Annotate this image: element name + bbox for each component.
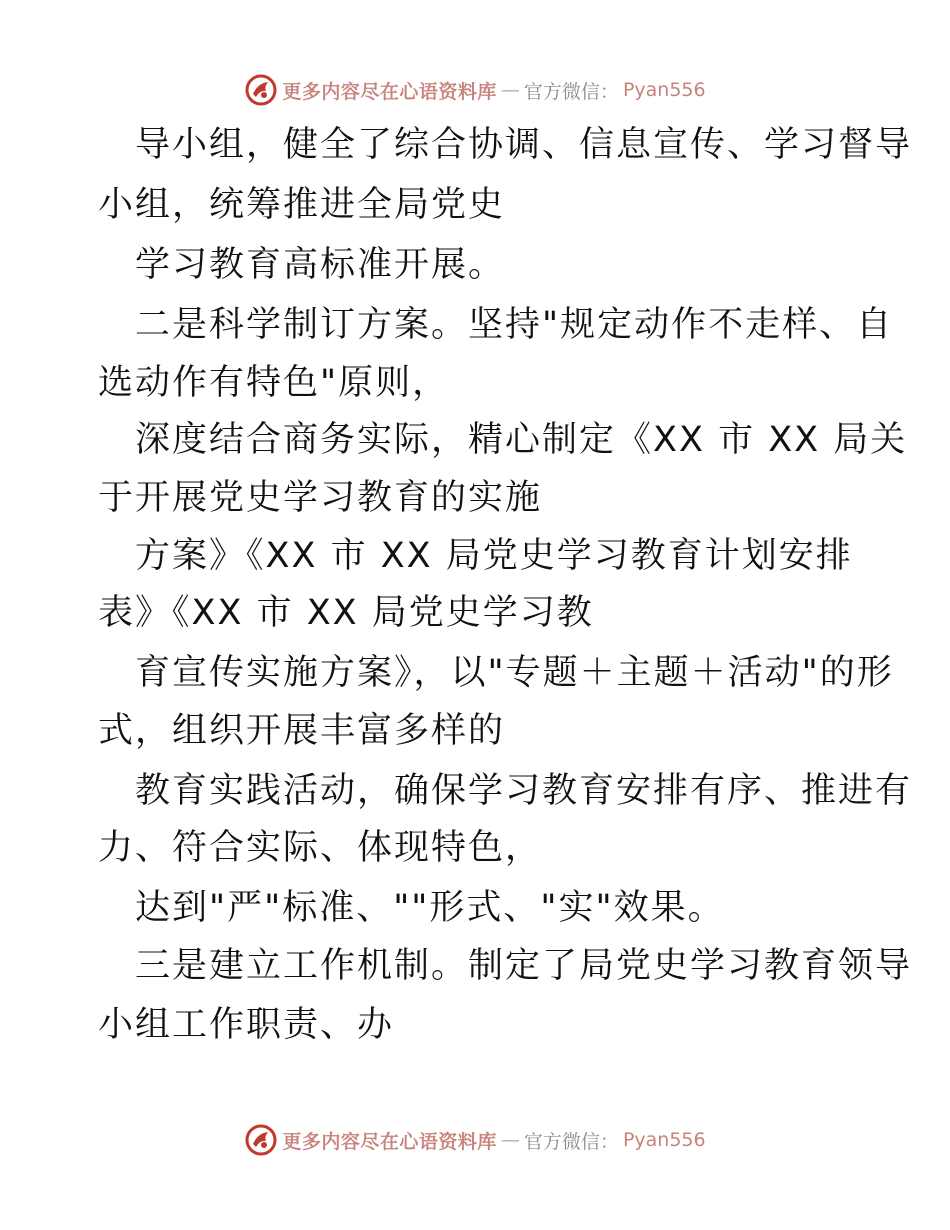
text-line: 表》《XX 市 XX 局党史学习教 [98,593,594,633]
text-line: 深度结合商务实际，精心制定《XX 市 XX 局关 [135,420,908,460]
text-line: 学习教育高标准开展。 [135,245,506,285]
text-line: 教育实践活动，确保学习教育安排有序、推进有 [135,771,913,811]
text-line: 小组，统筹推进全局党史 [98,185,506,225]
text-line: 力、符合实际、体现特色， [98,828,543,868]
text-line: 二是科学制订方案。坚持"规定动作不走样、自 [135,305,894,345]
footer-banner [0,1120,950,1160]
banner-dash: — [500,79,520,101]
text-line: 选动作有特色"原则， [98,363,450,403]
text-line: 达到"严"标准、""形式、"实"效果。 [135,888,725,928]
text-line: 式，组织开展丰富多样的 [98,711,506,751]
banner-wechat-id: Pyan556 [622,1129,706,1151]
text-line: 育宣传实施方案》，以"专题＋主题＋活动"的形 [135,653,894,693]
banner-wechat-id: Pyan556 [622,79,706,101]
banner-dash: — [500,1129,520,1151]
header-banner [0,70,950,110]
brush-logo-icon [244,73,278,107]
banner-slogan: 更多内容尽在心语资料库 [282,1130,497,1153]
brush-logo-icon [244,1123,278,1157]
banner-slogan: 更多内容尽在心语资料库 [282,80,497,103]
text-line: 三是建立工作机制。制定了局党史学习教育领导 [135,946,913,986]
text-line: 方案》《XX 市 XX 局党史学习教育计划安排 [135,536,853,576]
text-line: 于开展党史学习教育的实施 [98,478,543,518]
banner-wechat-label: 官方微信： [523,80,619,103]
text-line: 导小组，健全了综合协调、信息宣传、学习督导 [135,125,913,165]
banner-wechat-label: 官方微信： [523,1130,619,1153]
text-line: 小组工作职责、办 [98,1005,395,1045]
